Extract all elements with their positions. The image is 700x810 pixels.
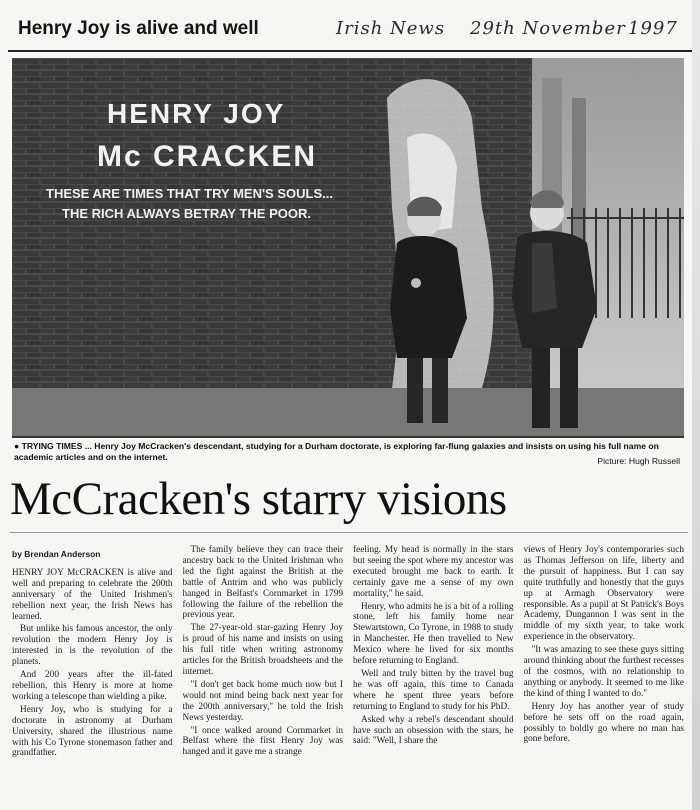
paragraph: views of Henry Joy's contemporaries such as Thomas Jefferson on life, liberty and the pursuit of happiness. But I can say quite truthfully and honestly that the guys up at Armagh Observatory were responsible. As a pupil at St Patrick's Boys Academy, Dungannon I was sent in the middle of my sixth year, to take work experience in the observatory.: [523, 545, 684, 643]
article-column-2: [183, 545, 344, 805]
mural-quote-line2: THE RICH ALWAYS BETRAY THE POOR.: [62, 206, 311, 221]
mural-name-line2: Mc CRACKEN: [97, 140, 318, 173]
paragraph: feeling. My head is normally in the stars but seeing the spot where my ancestor was executed brought me back to earth. It certainly gave me a sense of my own mortality," he said.: [353, 545, 514, 599]
paragraph: HENRY JOY McCRACKEN is alive and well and preparing to celebrate the 200th anniversary of the United Irishmen's rebellion next year, the Irish News has learned.: [12, 567, 173, 622]
paragraph: Well and truly bitten by the travel bug he was off again, this time to Canada where he spent three years before returning to England to study for his PhD.: [353, 668, 514, 712]
paragraph: Henry Joy has another year of study before he sets off on the road again, possibly to boldly go where no man has gone before.: [523, 701, 684, 745]
byline: by Brendan Anderson: [12, 549, 101, 559]
photo-credit: Picture: Hugh Russell: [597, 456, 680, 466]
paragraph: And 200 years after the ill-fated rebellion, this Henry is more at home working a telescope than wielding a pike.: [12, 670, 173, 702]
article-column-1: [12, 545, 173, 805]
photo-caption: ● TRYING TIMES ... Henry Joy McCracken's descendant, studying for a Durham doctorate, is exploring far-flung galaxies and insists on using his full name on academic articles and on the internet.: [14, 441, 659, 462]
paragraph: The 27-year-old star-gazing Henry Joy is proud of his name and insists on using his full title when writing astronomy articles for the British broadsheets and the internet.: [182, 623, 343, 677]
paragraph: But unlike his famous ancestor, the only revolution the modern Henry Joy is interested in is the revolution of the planets.: [12, 624, 173, 668]
divider: [10, 532, 688, 533]
pavement: [12, 388, 684, 436]
scan-edge: [692, 0, 700, 810]
handwritten-paper-name: Irish News: [336, 18, 446, 39]
paragraph: Henry Joy, who is studying for a doctorate in astronomy at Durham University, shared the illustrious name with his Co Tyrone stonemason father and grandfather.: [12, 704, 173, 759]
mural-name-line1: HENRY JOY: [107, 98, 286, 129]
paragraph: Henry, who admits he is a bit of a rolling stone, left his family home near Stewartstown, Co Tyrone, in 1988 to study in Manchester. He then travelled to New Mexico where he lived for six months before returning to England.: [353, 601, 514, 667]
article-headline: McCracken's starry visions: [10, 473, 507, 525]
mural-quote-line1: THESE ARE TIMES THAT TRY MEN'S SOULS...: [46, 186, 333, 201]
article-column-3: [353, 545, 514, 805]
handwritten-date: 29th November: [470, 18, 626, 39]
paragraph: Asked why a rebel's descendant should have such an obsession with the stars, he said: "Well, I share the: [353, 714, 514, 747]
kicker-headline: Henry Joy is alive and well: [18, 18, 259, 39]
clipping-header: [8, 6, 692, 52]
paragraph: The family believe they can trace their ancestry back to the United Irishman who led the fight against the British at the battle of Antrim and who was publicly hanged in Belfast's Cornmarket in 1799 following the failure of the rebellion the previous year.: [182, 545, 343, 621]
paragraph: "I don't get back home much now but I would not mind being back next year for the 200th anniversary," he told the Irish News yesterday.: [182, 679, 343, 723]
handwritten-year: 1997: [628, 18, 678, 39]
paragraph: "It was amazing to see these guys sitting around thinking about the furthest recesses of the cosmos, with no relationship to anything or anybody. It seemed to me like the kind of thing I wanted to do.": [523, 645, 684, 699]
mural-photo: [12, 58, 684, 438]
article-column-4: [524, 545, 685, 805]
article-body: [12, 545, 684, 805]
paragraph: "I once walked around Cornmarket in Belfast where the first Henry Joy was hanged and it gave me a strange: [182, 725, 343, 758]
